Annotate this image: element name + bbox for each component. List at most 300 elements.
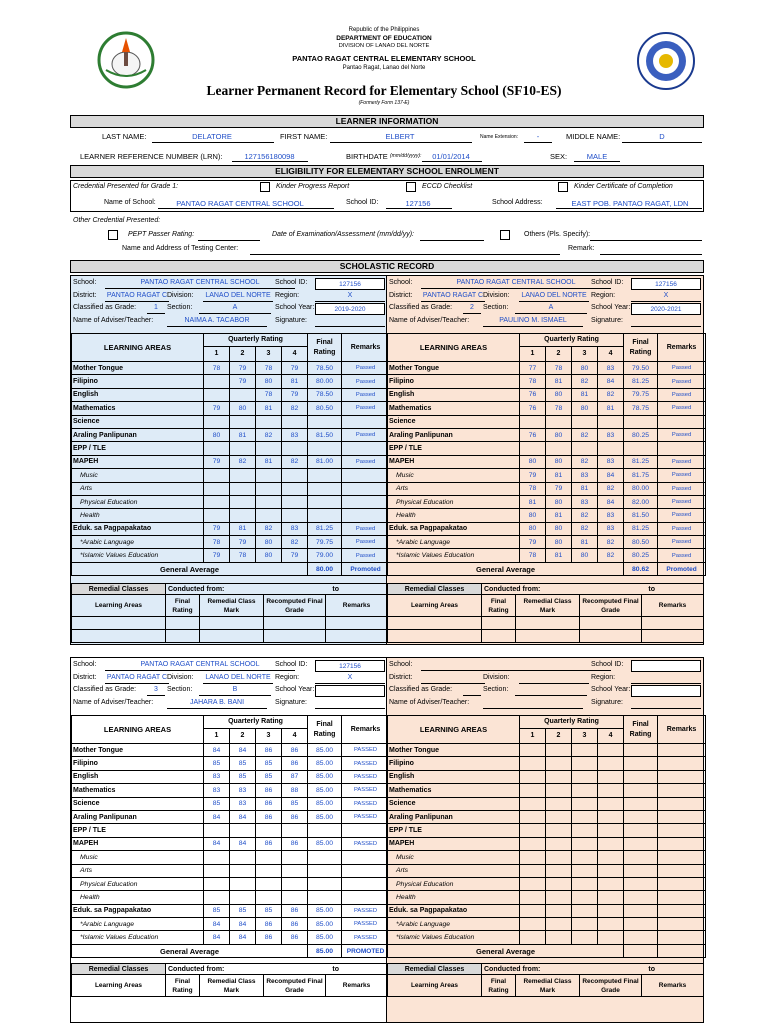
quarter-rating: [572, 744, 598, 757]
remarks-header: Remarks: [658, 334, 706, 362]
first-name-value: ELBERT: [385, 132, 415, 141]
quarter-rating: [572, 864, 598, 877]
subject-name: Araling Panlipunan: [72, 428, 204, 441]
kinder-progress-checkbox[interactable]: [260, 182, 270, 192]
table-row: [72, 770, 390, 783]
quarter-rating: 86: [282, 744, 308, 757]
quarter-rating: 86: [256, 931, 282, 944]
remedial-cell[interactable]: [166, 630, 200, 643]
record-field-text: B: [232, 686, 238, 693]
final-rating-header: Final Rating: [308, 716, 342, 744]
quarter-rating: [598, 864, 624, 877]
final-rating: 80.00: [308, 375, 342, 388]
record-field-value: [199, 304, 271, 314]
record-field-label: School ID:: [591, 279, 624, 286]
record-field-text: LANAO DEL NORTE: [205, 291, 271, 299]
subject-remark: Passed: [658, 549, 706, 562]
final-rating: 85.00: [308, 770, 342, 783]
record-field-label: School:: [389, 279, 413, 286]
subject-remark: PASSED: [342, 931, 390, 944]
scholastic-record-panel: [70, 657, 388, 1023]
final-rating: [624, 851, 658, 864]
remedial-cell[interactable]: [482, 630, 516, 643]
subject-name: MAPEH: [72, 837, 204, 850]
quarter-rating: [546, 891, 572, 904]
table-row: [72, 388, 390, 401]
record-field-label: Classified as Grade:: [73, 686, 137, 693]
quarter-rating: [598, 415, 624, 428]
recomputed-final-grade-header: Recomputed Final Grade: [264, 975, 326, 997]
final-rating: [624, 810, 658, 823]
subject-name: Mathematics: [72, 784, 204, 797]
table-row: [72, 877, 390, 890]
conducted-from-label: Conducted from:: [168, 965, 225, 973]
subject-remark: Passed: [342, 362, 390, 375]
subject-remark: [658, 918, 706, 931]
quarter-rating: 80: [256, 375, 282, 388]
quarter-rating: [572, 757, 598, 770]
quarter-rating: [230, 495, 256, 508]
table-row: [388, 824, 706, 837]
table-row: [72, 549, 390, 562]
quarter-rating: 83: [598, 455, 624, 468]
remedial-cell[interactable]: [326, 630, 388, 643]
remedial-cell[interactable]: [166, 617, 200, 630]
record-field-label: School ID:: [275, 279, 308, 286]
final-rating: 78.50: [308, 362, 342, 375]
subject-name: Science: [388, 797, 520, 810]
quarter-rating: [204, 509, 230, 522]
final-rating: 79.00: [308, 549, 342, 562]
record-field-box: 2020-2021: [631, 303, 701, 315]
remedial-cell[interactable]: [326, 617, 388, 630]
remarks-header: Remarks: [342, 334, 390, 362]
quarter-rating: 86: [256, 784, 282, 797]
record-field-label: Name of Adviser/Teacher:: [389, 698, 470, 706]
table-row: [388, 837, 706, 850]
subject-name: Music: [388, 851, 520, 864]
quarter-rating: 80: [546, 428, 572, 441]
conducted-from-label: Conducted from:: [484, 965, 541, 973]
record-field-value: [105, 661, 295, 671]
table-row: [72, 536, 390, 549]
final-rating: 80.50: [308, 402, 342, 415]
table-row: [72, 757, 390, 770]
remedial-learning-areas-header: Learning Areas: [72, 595, 166, 617]
quarter-rating: [598, 824, 624, 837]
subject-name: *Arabic Language: [388, 918, 520, 931]
subject-remark: [342, 891, 390, 904]
quarter-rating: 78: [256, 362, 282, 375]
general-average-row: [72, 944, 390, 957]
record-field-box: [631, 685, 701, 697]
quarter-rating: 81: [282, 375, 308, 388]
quarter-rating: [598, 877, 624, 890]
quarter-rating: [204, 495, 230, 508]
subject-name: Mathematics: [388, 784, 520, 797]
grades-table: [71, 333, 390, 576]
quarter-rating: 79: [520, 469, 546, 482]
subject-name: Mathematics: [388, 402, 520, 415]
table-row: [72, 442, 390, 455]
record-field-text: NAIMA A. TACABOR: [184, 316, 250, 324]
subject-remark: [658, 415, 706, 428]
remedial-cell[interactable]: [388, 630, 482, 643]
record-field-label: Signature:: [275, 698, 307, 706]
quarter-rating: 76: [520, 402, 546, 415]
school-name-label: Name of School:: [104, 199, 156, 206]
subject-name: Filipino: [72, 757, 204, 770]
subject-name: English: [72, 388, 204, 401]
quarter-rating: 80: [546, 455, 572, 468]
kinder-cert-checkbox[interactable]: [558, 182, 568, 192]
pept-checkbox[interactable]: [108, 230, 118, 240]
final-rating: 81.25: [308, 522, 342, 535]
table-row: [388, 375, 706, 388]
remedial-remarks-header: Remarks: [642, 975, 704, 997]
birthdate-format: (mm/dd/yyyy):: [390, 153, 422, 159]
record-field-label: School ID:: [275, 661, 308, 668]
school-header: PANTAO RAGAT CENTRAL ELEMENTARY SCHOOL: [292, 54, 476, 63]
quarter-rating: [546, 797, 572, 810]
table-row: [72, 864, 390, 877]
quarter-rating: 84: [230, 931, 256, 944]
quarter-rating: 86: [282, 904, 308, 917]
quarter-rating: 81: [546, 549, 572, 562]
quarter-rating: 82: [230, 455, 256, 468]
quarter-rating: 85: [204, 757, 230, 770]
quarter-rating: [572, 442, 598, 455]
record-field-value: [483, 699, 583, 709]
subject-remark: [342, 877, 390, 890]
quarter-rating: 78: [520, 482, 546, 495]
quarter-rating: 86: [256, 744, 282, 757]
quarter-rating: [256, 482, 282, 495]
quarter-rating: [230, 415, 256, 428]
lrn-label: LEARNER REFERENCE NUMBER (LRN):: [80, 152, 223, 161]
subject-name: English: [388, 388, 520, 401]
quarter-rating: [282, 495, 308, 508]
remedial-cell[interactable]: [72, 617, 166, 630]
record-field-text: LANAO DEL NORTE: [205, 673, 271, 681]
remarks-header: Remarks: [342, 716, 390, 744]
record-field-text: 3: [154, 686, 158, 693]
quarter-rating: [572, 415, 598, 428]
quarter-rating: 80: [572, 362, 598, 375]
quarter-rating: 84: [598, 469, 624, 482]
quarter-rating: [230, 442, 256, 455]
quarter-rating: 77: [520, 362, 546, 375]
record-field-value: [167, 317, 267, 327]
other-credential-label: Other Credential Presented:: [73, 217, 161, 224]
remedial-cell[interactable]: [516, 617, 580, 630]
quarter-rating: 78: [546, 362, 572, 375]
quarter-rating: 81: [230, 522, 256, 535]
subject-name: Arts: [388, 864, 520, 877]
sex-label: SEX:: [550, 152, 568, 161]
record-field-value: [315, 699, 385, 709]
quarter-rating: 82: [572, 522, 598, 535]
general-average-row: [388, 562, 706, 575]
table-row: [72, 851, 390, 864]
remedial-cell[interactable]: [580, 617, 642, 630]
record-field-value: [519, 674, 589, 684]
general-average-label: General Average: [388, 562, 624, 575]
quarter-rating: [572, 877, 598, 890]
quarter-rating: [546, 415, 572, 428]
learning-areas-header: LEARNING AREAS: [72, 334, 204, 362]
remedial-cell[interactable]: [200, 617, 264, 630]
quarter-rating: [230, 851, 256, 864]
subject-name: Health: [388, 891, 520, 904]
general-average-value: [624, 944, 658, 957]
quarter-rating: 76: [520, 428, 546, 441]
record-field-text: 1: [154, 304, 158, 311]
record-field-label: School ID:: [591, 661, 624, 668]
record-field-label: Section:: [483, 686, 509, 693]
table-row: [388, 362, 706, 375]
remedial-row: [388, 630, 704, 643]
quarter-rating: [572, 891, 598, 904]
school-address-label: School Address:: [492, 199, 543, 206]
quarter-rating: 79: [204, 522, 230, 535]
subject-name: EPP / TLE: [72, 824, 204, 837]
quarter-header: 1: [204, 346, 230, 361]
table-row: [388, 402, 706, 415]
final-rating: [308, 415, 342, 428]
quarter-rating: [572, 810, 598, 823]
quarter-rating: 83: [598, 509, 624, 522]
subject-name: Eduk. sa Pagpapakatao: [72, 904, 204, 917]
final-rating: [308, 469, 342, 482]
subject-remark: [658, 757, 706, 770]
general-average-row: [72, 562, 390, 575]
middle-name-value: D: [659, 132, 665, 141]
record-field-label: Region:: [591, 673, 616, 681]
subject-name: *Arabic Language: [72, 536, 204, 549]
quarter-rating: [572, 931, 598, 944]
remedial-classes-label: Remedial Classes: [388, 584, 482, 595]
quarter-rating: 79: [204, 549, 230, 562]
table-row: [388, 744, 706, 757]
record-field-label: District:: [389, 673, 413, 681]
quarter-rating: 82: [572, 375, 598, 388]
quarter-rating: 81: [572, 482, 598, 495]
subject-remark: [658, 877, 706, 890]
remedial-cell[interactable]: [264, 630, 326, 643]
final-rating: 81.50: [624, 509, 658, 522]
table-row: [388, 797, 706, 810]
remedial-cell[interactable]: [642, 630, 704, 643]
quarter-rating: [598, 810, 624, 823]
quarter-rating: [282, 891, 308, 904]
record-field-label: Name of Adviser/Teacher:: [389, 316, 470, 324]
quarter-rating: 88: [282, 784, 308, 797]
quarter-rating: 78: [520, 375, 546, 388]
subject-remark: Passed: [658, 495, 706, 508]
general-average-row: [388, 944, 706, 957]
final-rating: [624, 931, 658, 944]
quarter-rating: 86: [282, 837, 308, 850]
final-rating: [308, 851, 342, 864]
remedial-cell[interactable]: [642, 617, 704, 630]
quarter-rating: 79: [230, 362, 256, 375]
quarter-rating: 82: [598, 388, 624, 401]
subject-remark: Passed: [658, 428, 706, 441]
quarter-rating: 84: [230, 810, 256, 823]
quarter-rating: [572, 904, 598, 917]
quarter-rating: 86: [282, 757, 308, 770]
record-field-label: Division:: [167, 673, 194, 681]
record-field-text: LANAO DEL NORTE: [521, 291, 587, 299]
record-field-text: PANTAO RAGAT C: [106, 673, 168, 681]
final-rating: [624, 891, 658, 904]
final-rating: [624, 797, 658, 810]
quarter-rating: [204, 891, 230, 904]
subject-name: *Arabic Language: [72, 918, 204, 931]
record-field-text: A: [548, 304, 554, 311]
remark-label: Remark:: [568, 245, 595, 252]
record-field-label: Region:: [275, 291, 300, 299]
record-field-label: Signature:: [275, 316, 307, 324]
quarter-rating: [282, 851, 308, 864]
record-field-value: [167, 699, 267, 709]
remedial-cell[interactable]: [72, 630, 166, 643]
quarter-rating: 86: [256, 918, 282, 931]
remedial-cell[interactable]: [482, 617, 516, 630]
others-checkbox[interactable]: [500, 230, 510, 240]
record-field-value: [147, 686, 165, 696]
final-rating: 81.25: [624, 375, 658, 388]
record-field-value: [515, 686, 587, 696]
subject-name: Eduk. sa Pagpapakatao: [388, 522, 520, 535]
quarter-rating: 84: [230, 744, 256, 757]
quarter-rating: [282, 877, 308, 890]
quarter-rating: [520, 744, 546, 757]
final-rating: [308, 824, 342, 837]
quarter-header: 3: [572, 728, 598, 743]
final-rating: [624, 770, 658, 783]
record-field-label: Classified as Grade:: [389, 304, 453, 311]
quarter-rating: 80: [520, 522, 546, 535]
table-row: [388, 918, 706, 931]
quarter-rating: [282, 482, 308, 495]
quarter-rating: 78: [520, 549, 546, 562]
subject-remark: [342, 415, 390, 428]
quarter-rating: [256, 877, 282, 890]
quarter-header: 1: [520, 346, 546, 361]
table-row: [388, 784, 706, 797]
final-rating: 79.50: [624, 362, 658, 375]
subject-remark: [342, 824, 390, 837]
quarter-rating: [546, 931, 572, 944]
remedial-cell[interactable]: [264, 617, 326, 630]
subject-name: Mother Tongue: [388, 744, 520, 757]
record-field-value: [315, 674, 385, 684]
quarter-rating: [572, 851, 598, 864]
record-field-text: PANTAO RAGAT C: [422, 291, 484, 299]
general-average-label: General Average: [72, 944, 308, 957]
eligibility-bar: ELIGIBILITY FOR ELEMENTARY SCHOOL ENROLMENT: [70, 165, 704, 178]
remedial-cell[interactable]: [200, 630, 264, 643]
table-row: [388, 388, 706, 401]
quarter-rating: [256, 864, 282, 877]
conducted-from-label: Conducted from:: [168, 585, 225, 593]
quarter-rating: [282, 509, 308, 522]
subject-remark: Passed: [658, 536, 706, 549]
quarter-rating: 83: [204, 784, 230, 797]
subject-name: *Islamic Values Education: [72, 931, 204, 944]
conducted-to-label: to: [648, 965, 655, 973]
record-field-value: [147, 304, 165, 314]
table-row: [388, 877, 706, 890]
quarter-rating: 85: [230, 757, 256, 770]
conducted-to-label: to: [332, 965, 339, 973]
quarter-rating: 81: [230, 428, 256, 441]
subject-remark: Passed: [342, 375, 390, 388]
remedial-cell[interactable]: [516, 630, 580, 643]
remedial-class-mark-header: Remedial Class Mark: [200, 595, 264, 617]
quarter-rating: 78: [230, 549, 256, 562]
quarter-rating: [598, 770, 624, 783]
subject-remark: [342, 864, 390, 877]
general-average-value: 80.62: [624, 562, 658, 575]
general-average-remark: [658, 944, 706, 957]
subject-remark: [658, 904, 706, 917]
remedial-final-rating-header: Final Rating: [482, 595, 516, 617]
record-field-value: [515, 304, 587, 314]
quarter-rating: [256, 415, 282, 428]
subject-name: Mathematics: [72, 402, 204, 415]
quarter-rating: [256, 891, 282, 904]
department-text: DEPARTMENT OF EDUCATION: [336, 35, 432, 42]
record-field-value: [315, 292, 385, 302]
record-field-value: [631, 292, 701, 302]
quarter-rating: [520, 797, 546, 810]
quarter-rating: 80: [256, 536, 282, 549]
conducted-cell: [166, 964, 388, 975]
quarter-rating: 86: [282, 810, 308, 823]
final-rating: 85.00: [308, 757, 342, 770]
grades-table: [71, 715, 390, 958]
record-field-label: Region:: [275, 673, 300, 681]
quarter-rating: 81: [572, 388, 598, 401]
quarterly-header: Quarterly Rating: [520, 334, 624, 347]
table-row: [72, 415, 390, 428]
remedial-cell[interactable]: [580, 630, 642, 643]
quarter-rating: [256, 442, 282, 455]
quarter-rating: [520, 757, 546, 770]
general-average-remark: PROMOTED: [342, 944, 390, 957]
subject-remark: [658, 891, 706, 904]
final-rating: 80.25: [624, 549, 658, 562]
final-rating: 85.00: [308, 904, 342, 917]
final-rating: [308, 495, 342, 508]
subject-remark: PASSED: [342, 837, 390, 850]
eccd-checkbox[interactable]: [406, 182, 416, 192]
subject-name: Music: [388, 469, 520, 482]
school-address-value: EAST POB. PANTAO RAGAT, LDN: [571, 199, 689, 208]
quarter-rating: 82: [598, 536, 624, 549]
quarter-rating: 83: [204, 770, 230, 783]
remedial-cell[interactable]: [388, 617, 482, 630]
table-row: [72, 891, 390, 904]
remedial-table: [387, 963, 704, 997]
division-text: DIVISION OF LANAO DEL NORTE: [338, 43, 430, 49]
quarter-rating: [520, 877, 546, 890]
remedial-final-rating-header: Final Rating: [482, 975, 516, 997]
quarter-rating: [598, 744, 624, 757]
